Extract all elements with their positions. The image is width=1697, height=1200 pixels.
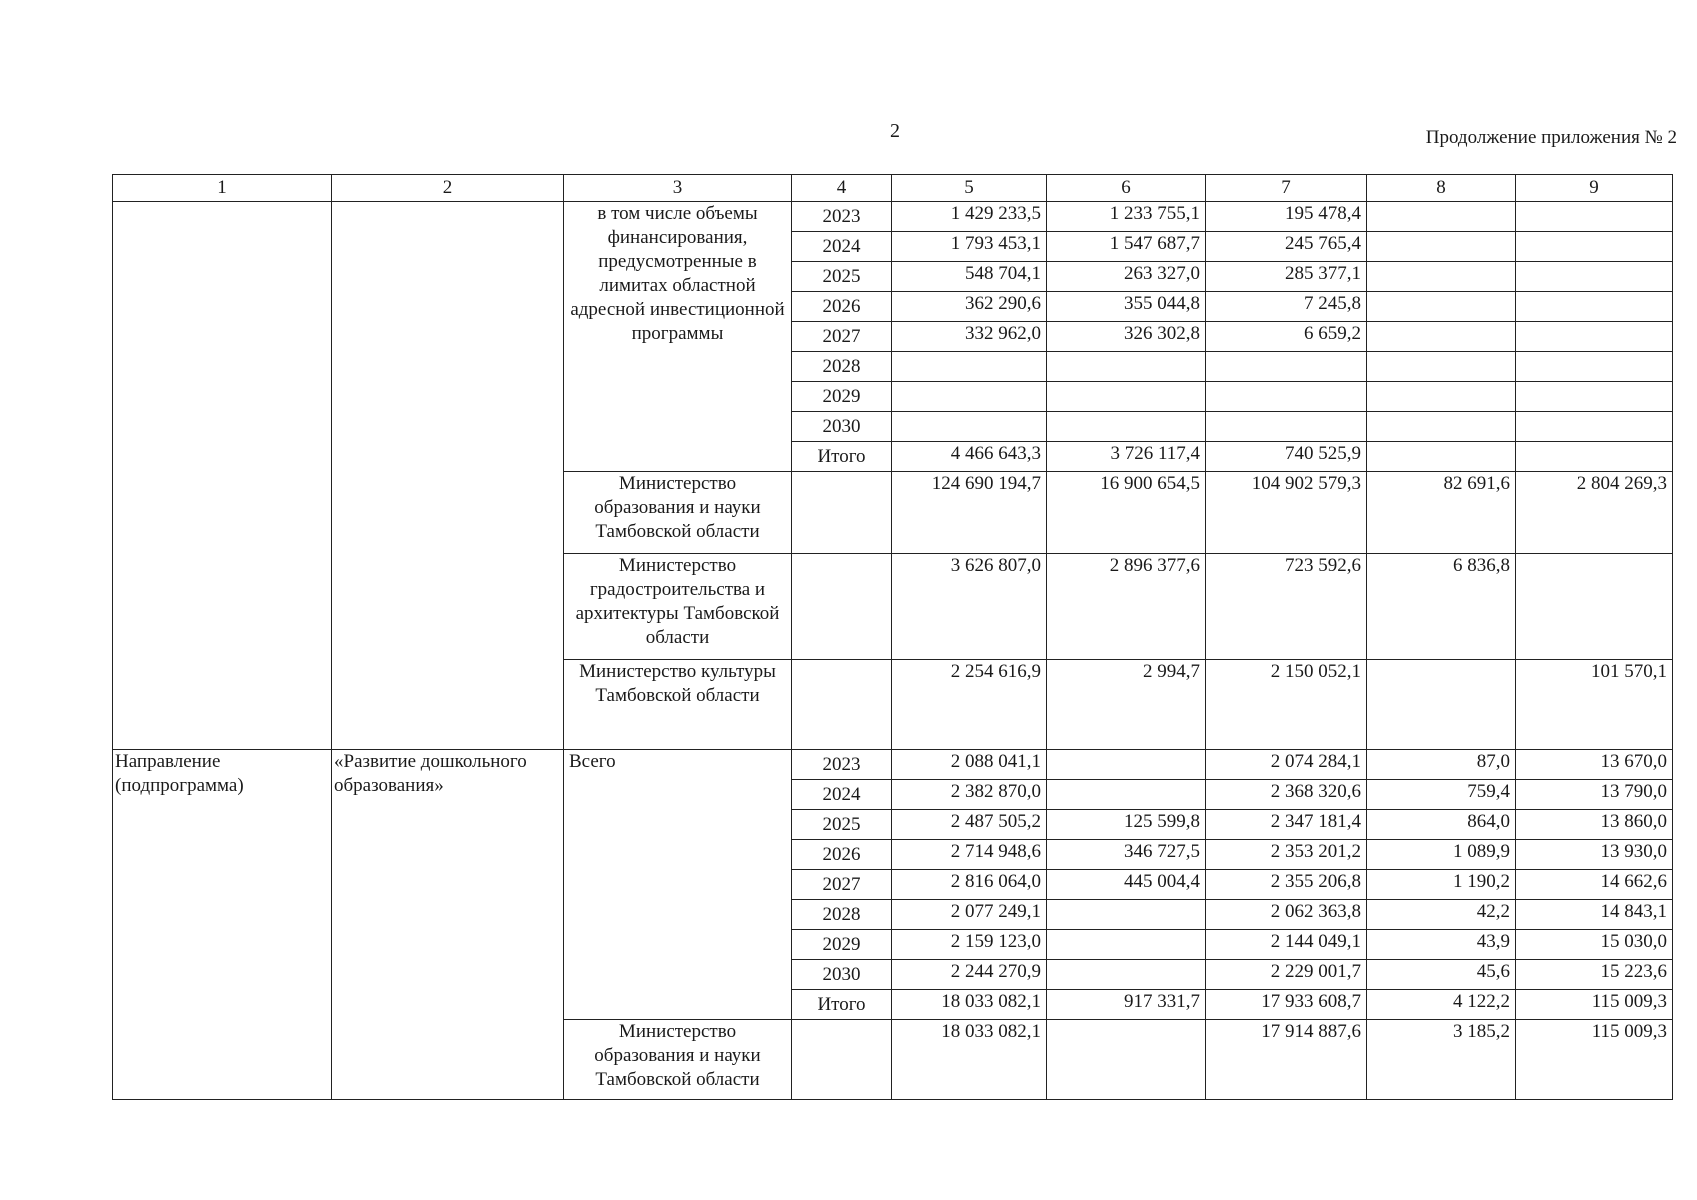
value-col8: 82 691,6 xyxy=(1367,472,1516,554)
value-col8: 42,2 xyxy=(1367,900,1516,930)
appendix-continuation-note: Продолжение приложения № 2 xyxy=(1425,127,1677,148)
direction-label: Направление (подпрограмма) xyxy=(113,750,332,1100)
value-col8 xyxy=(1367,322,1516,352)
value-col6 xyxy=(1047,900,1206,930)
value-col6: 917 331,7 xyxy=(1047,990,1206,1020)
value-col5: 2 159 123,0 xyxy=(892,930,1047,960)
value-col9 xyxy=(1516,232,1673,262)
value-col5 xyxy=(892,412,1047,442)
value-col7 xyxy=(1206,412,1367,442)
page-number: 2 xyxy=(890,120,900,142)
value-col9 xyxy=(1516,412,1673,442)
value-col8: 6 836,8 xyxy=(1367,554,1516,660)
year-cell: 2030 xyxy=(792,412,892,442)
value-col9 xyxy=(1516,322,1673,352)
value-col9 xyxy=(1516,292,1673,322)
value-col6: 1 547 687,7 xyxy=(1047,232,1206,262)
value-col7: 195 478,4 xyxy=(1206,202,1367,232)
column-number: 5 xyxy=(892,175,1047,202)
value-col5: 2 244 270,9 xyxy=(892,960,1047,990)
funding-source-label: Всего xyxy=(564,750,792,1020)
value-col9 xyxy=(1516,352,1673,382)
value-col6: 445 004,4 xyxy=(1047,870,1206,900)
year-cell: 2028 xyxy=(792,900,892,930)
value-col8: 4 122,2 xyxy=(1367,990,1516,1020)
value-col9: 115 009,3 xyxy=(1516,990,1673,1020)
value-col6: 355 044,8 xyxy=(1047,292,1206,322)
value-col9: 13 670,0 xyxy=(1516,750,1673,780)
value-col8 xyxy=(1367,660,1516,750)
value-col7: 2 368 320,6 xyxy=(1206,780,1367,810)
total-label-cell: Итого xyxy=(792,990,892,1020)
value-col5: 4 466 643,3 xyxy=(892,442,1047,472)
value-col6 xyxy=(1047,750,1206,780)
table-row xyxy=(113,750,1673,780)
value-col7: 2 062 363,8 xyxy=(1206,900,1367,930)
year-cell: 2029 xyxy=(792,382,892,412)
value-col6: 326 302,8 xyxy=(1047,322,1206,352)
value-col9 xyxy=(1516,382,1673,412)
column-number: 3 xyxy=(564,175,792,202)
value-col9: 14 843,1 xyxy=(1516,900,1673,930)
value-col9 xyxy=(1516,202,1673,232)
value-col5: 2 714 948,6 xyxy=(892,840,1047,870)
value-col8: 864,0 xyxy=(1367,810,1516,840)
year-cell: 2023 xyxy=(792,202,892,232)
value-col8 xyxy=(1367,202,1516,232)
direction-cell-empty xyxy=(113,202,332,750)
value-col8 xyxy=(1367,412,1516,442)
value-col9: 13 930,0 xyxy=(1516,840,1673,870)
value-col5: 2 487 505,2 xyxy=(892,810,1047,840)
subprogram-name: «Развитие дошкольного образования» xyxy=(332,750,564,1100)
year-cell-empty xyxy=(792,1020,892,1100)
value-col7: 2 353 201,2 xyxy=(1206,840,1367,870)
column-number: 6 xyxy=(1047,175,1206,202)
value-col5: 18 033 082,1 xyxy=(892,990,1047,1020)
value-col5: 2 382 870,0 xyxy=(892,780,1047,810)
value-col6 xyxy=(1047,382,1206,412)
value-col5: 548 704,1 xyxy=(892,262,1047,292)
value-col6 xyxy=(1047,960,1206,990)
table-row xyxy=(113,202,1673,232)
value-col9: 14 662,6 xyxy=(1516,870,1673,900)
value-col9: 13 860,0 xyxy=(1516,810,1673,840)
value-col6 xyxy=(1047,352,1206,382)
value-col8: 43,9 xyxy=(1367,930,1516,960)
column-number-row xyxy=(113,175,1673,202)
year-cell: 2025 xyxy=(792,262,892,292)
value-col7: 7 245,8 xyxy=(1206,292,1367,322)
value-col9: 101 570,1 xyxy=(1516,660,1673,750)
value-col5 xyxy=(892,382,1047,412)
value-col9: 15 030,0 xyxy=(1516,930,1673,960)
value-col5: 124 690 194,7 xyxy=(892,472,1047,554)
year-cell: 2029 xyxy=(792,930,892,960)
value-col7: 2 355 206,8 xyxy=(1206,870,1367,900)
value-col9 xyxy=(1516,554,1673,660)
column-number: 9 xyxy=(1516,175,1673,202)
value-col9 xyxy=(1516,442,1673,472)
value-col7: 2 144 049,1 xyxy=(1206,930,1367,960)
value-col8 xyxy=(1367,262,1516,292)
value-col7: 2 229 001,7 xyxy=(1206,960,1367,990)
ministry-name: Министерство градостроительства и архитектуры Тамбовской области xyxy=(564,554,792,660)
value-col7: 2 150 052,1 xyxy=(1206,660,1367,750)
value-col8: 3 185,2 xyxy=(1367,1020,1516,1100)
value-col8 xyxy=(1367,352,1516,382)
value-col6 xyxy=(1047,930,1206,960)
value-col6 xyxy=(1047,412,1206,442)
value-col9 xyxy=(1516,262,1673,292)
value-col7 xyxy=(1206,352,1367,382)
year-cell: 2023 xyxy=(792,750,892,780)
value-col5: 18 033 082,1 xyxy=(892,1020,1047,1100)
value-col7 xyxy=(1206,382,1367,412)
value-col6: 3 726 117,4 xyxy=(1047,442,1206,472)
value-col9: 2 804 269,3 xyxy=(1516,472,1673,554)
value-col8: 1 089,9 xyxy=(1367,840,1516,870)
year-cell: 2027 xyxy=(792,322,892,352)
value-col6: 2 994,7 xyxy=(1047,660,1206,750)
value-col7: 6 659,2 xyxy=(1206,322,1367,352)
year-cell-empty xyxy=(792,472,892,554)
value-col6: 263 327,0 xyxy=(1047,262,1206,292)
funding-source-label: в том числе объемы финансирования, предусмотренные в лимитах областной адресной инвестиционной программы xyxy=(564,202,792,472)
total-label-cell: Итого xyxy=(792,442,892,472)
value-col8: 1 190,2 xyxy=(1367,870,1516,900)
year-cell: 2025 xyxy=(792,810,892,840)
value-col6: 1 233 755,1 xyxy=(1047,202,1206,232)
value-col9: 15 223,6 xyxy=(1516,960,1673,990)
value-col5: 2 254 616,9 xyxy=(892,660,1047,750)
year-cell: 2024 xyxy=(792,780,892,810)
value-col8: 45,6 xyxy=(1367,960,1516,990)
ministry-name: Министерство образования и науки Тамбовской области xyxy=(564,1020,792,1100)
value-col5: 2 088 041,1 xyxy=(892,750,1047,780)
value-col5: 2 077 249,1 xyxy=(892,900,1047,930)
column-number: 1 xyxy=(113,175,332,202)
column-number: 8 xyxy=(1367,175,1516,202)
column-number: 7 xyxy=(1206,175,1367,202)
ministry-name: Министерство образования и науки Тамбовской области xyxy=(564,472,792,554)
value-col6 xyxy=(1047,1020,1206,1100)
value-col7: 17 933 608,7 xyxy=(1206,990,1367,1020)
value-col7: 2 347 181,4 xyxy=(1206,810,1367,840)
value-col9: 13 790,0 xyxy=(1516,780,1673,810)
financing-table xyxy=(112,174,1673,1100)
value-col6: 16 900 654,5 xyxy=(1047,472,1206,554)
value-col7: 740 525,9 xyxy=(1206,442,1367,472)
value-col6: 346 727,5 xyxy=(1047,840,1206,870)
value-col5: 332 962,0 xyxy=(892,322,1047,352)
value-col5: 3 626 807,0 xyxy=(892,554,1047,660)
program-cell-empty xyxy=(332,202,564,750)
value-col7: 245 765,4 xyxy=(1206,232,1367,262)
year-cell-empty xyxy=(792,554,892,660)
value-col6: 125 599,8 xyxy=(1047,810,1206,840)
value-col8 xyxy=(1367,232,1516,262)
value-col6 xyxy=(1047,780,1206,810)
value-col8 xyxy=(1367,292,1516,322)
year-cell: 2024 xyxy=(792,232,892,262)
value-col7: 104 902 579,3 xyxy=(1206,472,1367,554)
value-col8: 87,0 xyxy=(1367,750,1516,780)
year-cell-empty xyxy=(792,660,892,750)
value-col8 xyxy=(1367,382,1516,412)
value-col6: 2 896 377,6 xyxy=(1047,554,1206,660)
value-col7: 2 074 284,1 xyxy=(1206,750,1367,780)
value-col8: 759,4 xyxy=(1367,780,1516,810)
value-col5: 1 793 453,1 xyxy=(892,232,1047,262)
value-col5: 1 429 233,5 xyxy=(892,202,1047,232)
column-number: 2 xyxy=(332,175,564,202)
value-col7: 17 914 887,6 xyxy=(1206,1020,1367,1100)
year-cell: 2026 xyxy=(792,292,892,322)
value-col7: 723 592,6 xyxy=(1206,554,1367,660)
value-col5: 362 290,6 xyxy=(892,292,1047,322)
year-cell: 2028 xyxy=(792,352,892,382)
value-col5: 2 816 064,0 xyxy=(892,870,1047,900)
year-cell: 2030 xyxy=(792,960,892,990)
year-cell: 2027 xyxy=(792,870,892,900)
value-col8 xyxy=(1367,442,1516,472)
value-col5 xyxy=(892,352,1047,382)
value-col7: 285 377,1 xyxy=(1206,262,1367,292)
value-col9: 115 009,3 xyxy=(1516,1020,1673,1100)
ministry-name: Министерство культуры Тамбовской области xyxy=(564,660,792,750)
column-number: 4 xyxy=(792,175,892,202)
year-cell: 2026 xyxy=(792,840,892,870)
